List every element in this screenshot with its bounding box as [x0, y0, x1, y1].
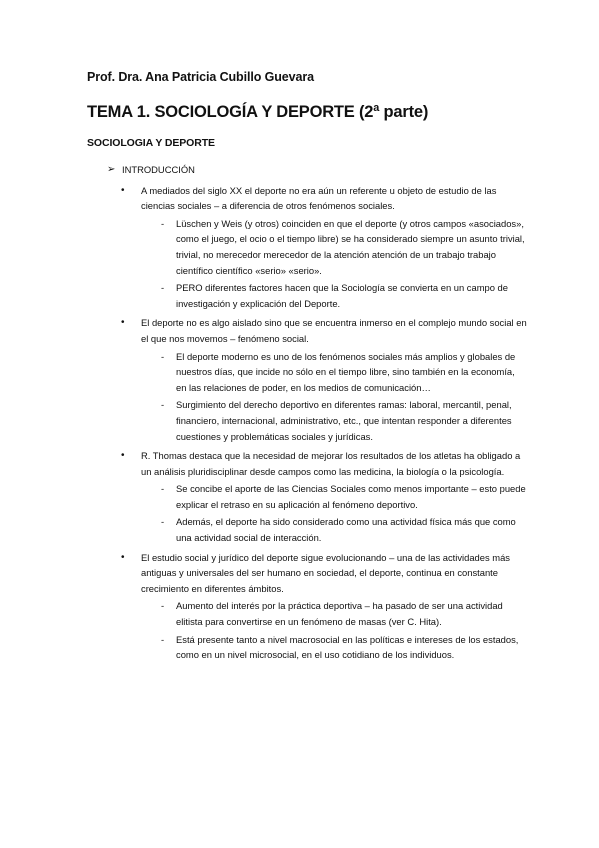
- sub-list-item: [141, 397, 527, 444]
- sub-item-text: El deporte moderno es uno de los fenómenos sociales más amplios y globales de nuestros días, que incide no sólo en el tiempo libre, sino también en la economía, en las relaciones de poder, en los medios de comunicación…: [176, 350, 516, 393]
- list-item: [87, 550, 527, 663]
- sub-list: [141, 349, 527, 445]
- dash-bullet-icon: -: [161, 633, 165, 645]
- dash-bullet-icon: -: [161, 483, 165, 495]
- bullet-dot-icon: •: [121, 551, 125, 563]
- sub-list-item: [141, 632, 527, 663]
- sub-list: [141, 598, 527, 662]
- dash-bullet-icon: -: [161, 399, 165, 411]
- bullet-dot-icon: •: [121, 184, 125, 196]
- sub-list-item: [141, 349, 527, 396]
- sub-item-text: Lüschen y Weis (y otros) coinciden en que el deporte (y otros campos «asociados», como el juego, el ocio o el tiempo libre) se ha considerado siempre un asunto trivial, trivial, no merecedor merecedor de la atención atención de un trabajo trabajo científico científico «serio» «serio».: [176, 217, 525, 276]
- outline-content: [87, 162, 527, 667]
- dash-bullet-icon: -: [161, 600, 165, 612]
- bullet-list: [87, 183, 527, 663]
- bullet-text: El deporte no es algo aislado sino que se encuentra inmerso en el complejo mundo social en el que nos movemos – fenómeno social.: [141, 317, 527, 344]
- sub-list: [141, 481, 527, 545]
- sub-list-item: [141, 598, 527, 629]
- sub-list-item: [141, 280, 527, 311]
- author-line: Prof. Dra. Ana Patricia Cubillo Guevara: [87, 70, 314, 84]
- sub-list-item: [141, 216, 527, 278]
- bullet-text: R. Thomas destaca que la necesidad de mejorar los resultados de los atletas ha obligado a un análisis pluridisciplinar desde campos como las medicina, la biología o la psicología.: [141, 450, 521, 477]
- bullet-text: A mediados del siglo XX el deporte no era aún un referente u objeto de estudio de las ciencias sociales – a diferencia de otros fenómenos sociales.: [141, 184, 497, 212]
- dash-bullet-icon: -: [161, 282, 165, 294]
- sub-item-text: Se concibe el aporte de las Ciencias Sociales como menos importante – esto puede explicar el retraso en su aplicación al fenómeno deportivo.: [176, 483, 526, 510]
- dash-bullet-icon: -: [161, 217, 165, 229]
- document-title: TEMA 1. SOCIOLOGÍA Y DEPORTE (2ª parte): [87, 103, 429, 121]
- section-heading: SOCIOLOGIA Y DEPORTE: [87, 137, 215, 149]
- sub-list-item: [141, 481, 527, 512]
- sub-item-text: Surgimiento del derecho deportivo en diferentes ramas: laboral, mercantil, penal, financiero, internacional, administrativo, etc., que intentan responder a diferentes cuestiones y problemáticas sociales y jurídicas.: [176, 399, 512, 442]
- list-item: [87, 315, 527, 444]
- sub-item-text: PERO diferentes factores hacen que la Sociología se convierta en un campo de investigación y explicación del Deporte.: [176, 282, 508, 309]
- bullet-dot-icon: •: [121, 317, 125, 329]
- sub-list-item: [141, 514, 527, 545]
- bullet-text: El estudio social y jurídico del deporte sigue evolucionando – una de las actividades más antiguas y universales del ser humano en sociedad, el deporte, continua en constante crecimiento en diferentes ámbitos.: [141, 551, 510, 594]
- sub-list: [141, 216, 527, 312]
- sub-item-text: Además, el deporte ha sido considerado como una actividad física más que como una actividad social de interacción.: [176, 516, 516, 544]
- dash-bullet-icon: -: [161, 516, 165, 528]
- sub-item-text: Está presente tanto a nivel macrosocial en las políticas e intereses de los estados, como en un nivel microsocial, en el uso cotidiano de los individuos.: [176, 633, 519, 661]
- dash-bullet-icon: -: [161, 350, 165, 362]
- sub-item-text: Aumento del interés por la práctica deportiva – ha pasado de ser una actividad elitista para convertirse en un fenómeno de masas (ver C. Hita).: [176, 600, 503, 628]
- list-item: [87, 183, 527, 312]
- list-item: [87, 448, 527, 546]
- arrow-bullet-icon: ➢: [107, 164, 116, 175]
- intro-heading: INTRODUCCIÓN: [122, 164, 195, 175]
- intro-heading-row: [87, 162, 527, 178]
- bullet-dot-icon: •: [121, 450, 125, 462]
